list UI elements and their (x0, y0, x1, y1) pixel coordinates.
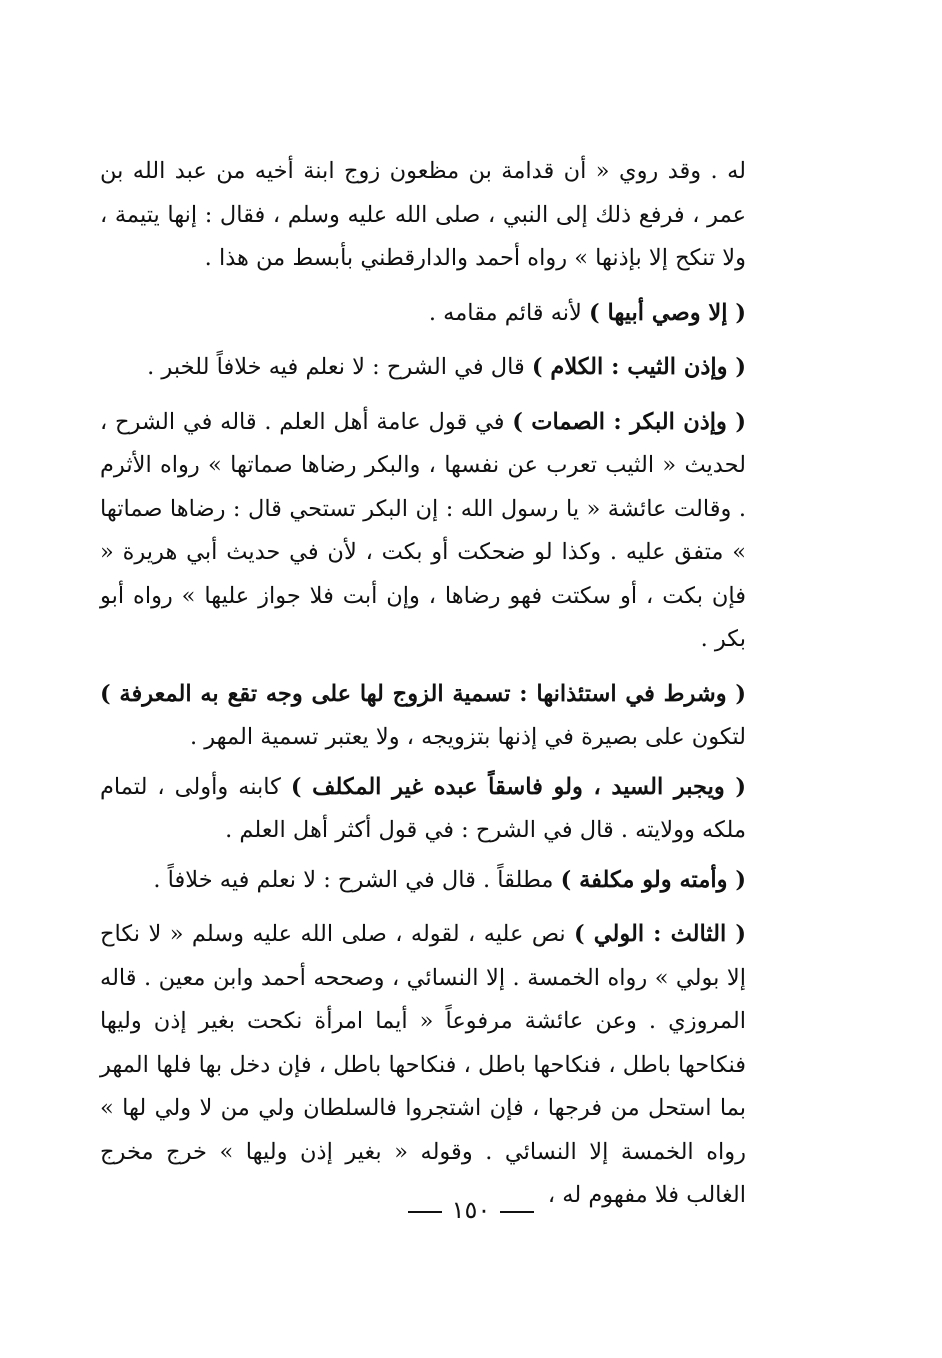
paragraph-heading: ( الثالث : الولي ) (574, 921, 746, 947)
page-number-dash (500, 1211, 534, 1213)
paragraph-wali (100, 913, 746, 1218)
paragraph-text: له . وقد روي « أن قدامة بن مظعون زوج ابنة أخيه من عبد الله بن عمر ، فرفع ذلك إلى النبي ، صلى الله عليه وسلم ، فقال : إنها يتيمة ، ولا تنكح إلا بإذنها » رواه أحمد والدارقطني بأبسط من هذا . (100, 158, 746, 271)
paragraph-heading: ( وأمته ولو مكلفة ) (560, 866, 746, 893)
paragraph-text: لأنه قائم مقامه . (428, 299, 590, 326)
paragraph-bikr (100, 401, 746, 662)
page-number-dash (408, 1211, 442, 1213)
paragraph-text: لتكون على بصيرة في إذنها بتزويجه ، ولا يعتبر تسمية المهر . (189, 724, 746, 750)
paragraph-istidhan (100, 673, 746, 760)
paragraph-heading: ( وشرط في استئذانها : تسمية الزوج لها على وجه تقع به المعرفة ) (100, 680, 746, 707)
paragraph-intro (100, 150, 746, 281)
paragraph-wasi (100, 292, 746, 336)
paragraph-text: في قول عامة أهل العلم . قاله في الشرح ، لحديث « الثيب تعرب عن نفسها ، والبكر رضاها صماتها » رواه الأثرم . وقالت عائشة « يا رسول الله : إن البكر تستحي قال : رضاها صماتها » متفق عليه . وكذا لو ضحكت أو بكت ، لأن في حديث أبي هريرة « فإن بكت ، أو سكتت فهو رضاها ، وإن أبت فلا جواز عليها » رواه أبو بكر . (100, 408, 746, 652)
paragraph-heading: ( وإذن البكر : الصمات ) (512, 408, 746, 435)
page-number (0, 1196, 942, 1224)
paragraph-sayyid (100, 766, 746, 853)
paragraph-thayyib (100, 346, 746, 390)
page-body (100, 150, 746, 1229)
paragraph-heading: ( وإذن الثيب : الكلام ) (531, 354, 746, 380)
paragraph-heading: ( إلا وصي أبيها ) (589, 299, 746, 326)
paragraph-text: نص عليه ، لقوله ، صلى الله عليه وسلم « لا نكاح إلا بولي » رواه الخمسة . إلا النسائي ، وصححه أحمد وابن معين . قاله المروزي . وعن عائشة مرفوعاً « أيما امرأة نكحت بغير إذن وليها فنكاحها باطل ، فنكاحها باطل ، فنكاحها باطل ، فإن دخل بها فلها المهر بما استحل من فرجها ، فإن اشتجروا فالسلطان ولي من لا ولي لها » رواه الخمسة إلا النسائي . وقوله « بغير إذن وليها » خرج مخرج الغالب فلا مفهوم له ، (100, 921, 746, 1208)
page-number-value: ١٥٠ (451, 1196, 491, 1224)
paragraph-text: قال في الشرح : لا نعلم فيه خلافاً للخبر . (147, 354, 532, 380)
paragraph-heading: ( ويجبر السيد ، ولو فاسقاً عبده غير المكلف ) (290, 773, 747, 800)
paragraph-amah (100, 859, 746, 903)
paragraph-text: كابنه وأولى ، لتمام ملكه وولايته . قال في الشرح : في قول أكثر أهل العلم . (100, 773, 746, 843)
paragraph-text: مطلقاً . قال في الشرح : لا نعلم فيه خلافاً . (153, 866, 561, 893)
